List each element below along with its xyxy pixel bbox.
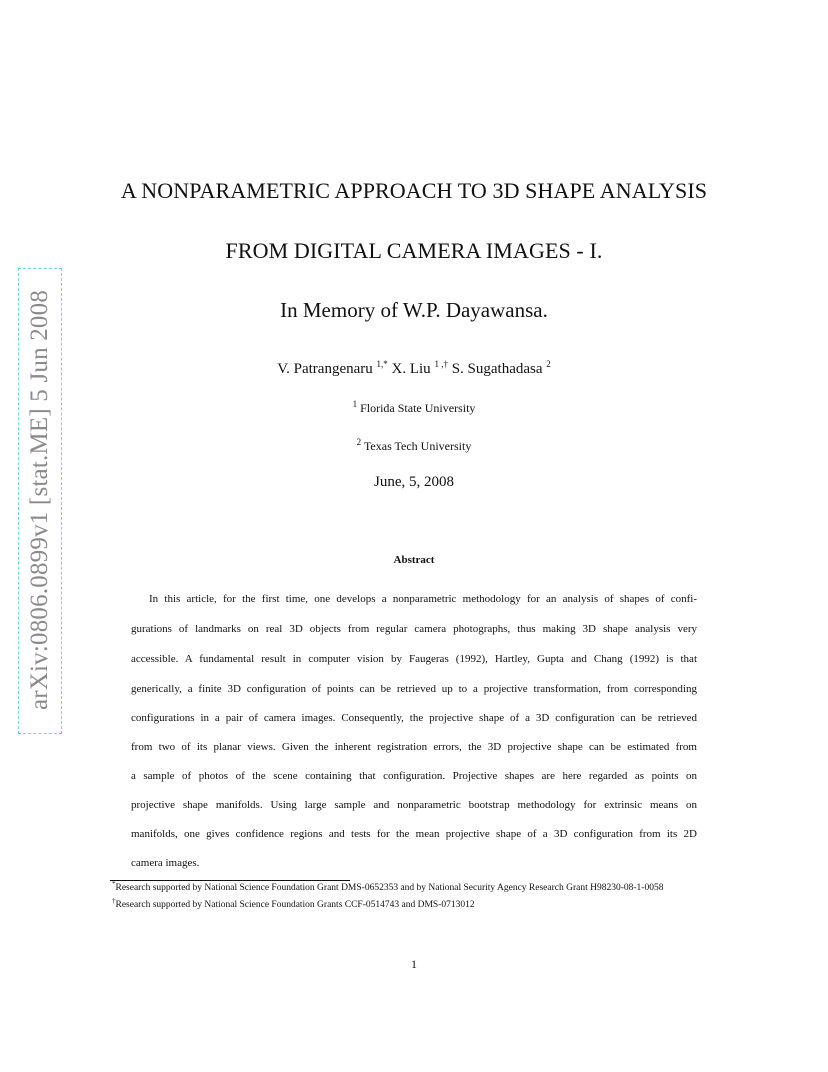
author-affiliation-mark: 1 ,† — [434, 359, 448, 369]
abstract-line: manifolds, one gives confidence regions and tests for the mean projective shape of a 3D configuration from its 2D — [131, 828, 697, 840]
author-name: S. Sugathadasa — [447, 361, 547, 377]
abstract-line: generically, a finite 3D configuration of points can be retrieved up to a projective transformation, from corresponding — [131, 683, 697, 695]
footnote-mark: † — [112, 896, 116, 905]
author-list — [0, 361, 828, 378]
footnote — [112, 879, 664, 893]
abstract-line: accessible. A fundamental result in computer vision by Faugeras (1992), Hartley, Gupta and Chang (1992) is that — [131, 653, 697, 665]
footnote-text: Research supported by National Science Foundation Grants CCF-0514743 and DMS-0713012 — [115, 900, 475, 910]
affiliation-name: Florida State University — [360, 401, 476, 415]
author-affiliation-mark: 2 — [546, 359, 551, 369]
affiliation-mark: 1 — [352, 399, 358, 409]
paper-title-line-2: FROM DIGITAL CAMERA IMAGES - I. — [225, 238, 603, 263]
author-name: V. Patrangenaru — [277, 361, 377, 377]
arxiv-identifier: arXiv:0806.0899v1 [stat.ME] 5 Jun 2008 — [26, 289, 53, 711]
abstract-heading: Abstract — [393, 554, 435, 566]
abstract-line: camera images. — [131, 857, 200, 869]
author-affiliation-mark: 1,* — [376, 359, 388, 369]
footnote-mark: * — [112, 879, 116, 888]
abstract-line: projective shape manifolds. Using large sample and nonparametric bootstrap methodology for extrinsic means on — [131, 799, 697, 811]
affiliation — [0, 439, 828, 454]
affiliation — [0, 401, 828, 416]
abstract-line: a sample of photos of the scene containing that configuration. Projective shapes are here regarded as points on — [131, 770, 697, 782]
memorial-dedication: In Memory of W.P. Dayawansa. — [280, 298, 548, 322]
author-name: X. Liu — [387, 361, 435, 377]
abstract-line: gurations of landmarks on real 3D objects from regular camera photographs, thus making 3D shape analysis very — [131, 623, 697, 635]
abstract-line: from two of its planar views. Given the inherent registration errors, the 3D projective shape can be estimated from — [131, 741, 697, 753]
footnote-rule — [110, 880, 350, 881]
abstract-line: In this article, for the first time, one develops a nonparametric methodology for an analysis of shapes of confi- — [149, 593, 697, 605]
affiliation-name: Texas Tech University — [363, 439, 472, 453]
paper-title-line-1: A NONPARAMETRIC APPROACH TO 3D SHAPE ANALYSIS — [120, 178, 708, 203]
page-number: 1 — [411, 957, 417, 971]
footnote-text: Research supported by National Science Foundation Grant DMS-0652353 and by National Security Agency Research Grant H98230-08-1-0058 — [115, 883, 664, 893]
abstract-line: configurations in a pair of camera images. Consequently, the projective shape of a 3D configuration can be retrieved — [131, 712, 697, 724]
affiliation-mark: 2 — [356, 437, 362, 447]
footnote — [112, 896, 475, 910]
publication-date: June, 5, 2008 — [374, 474, 454, 490]
